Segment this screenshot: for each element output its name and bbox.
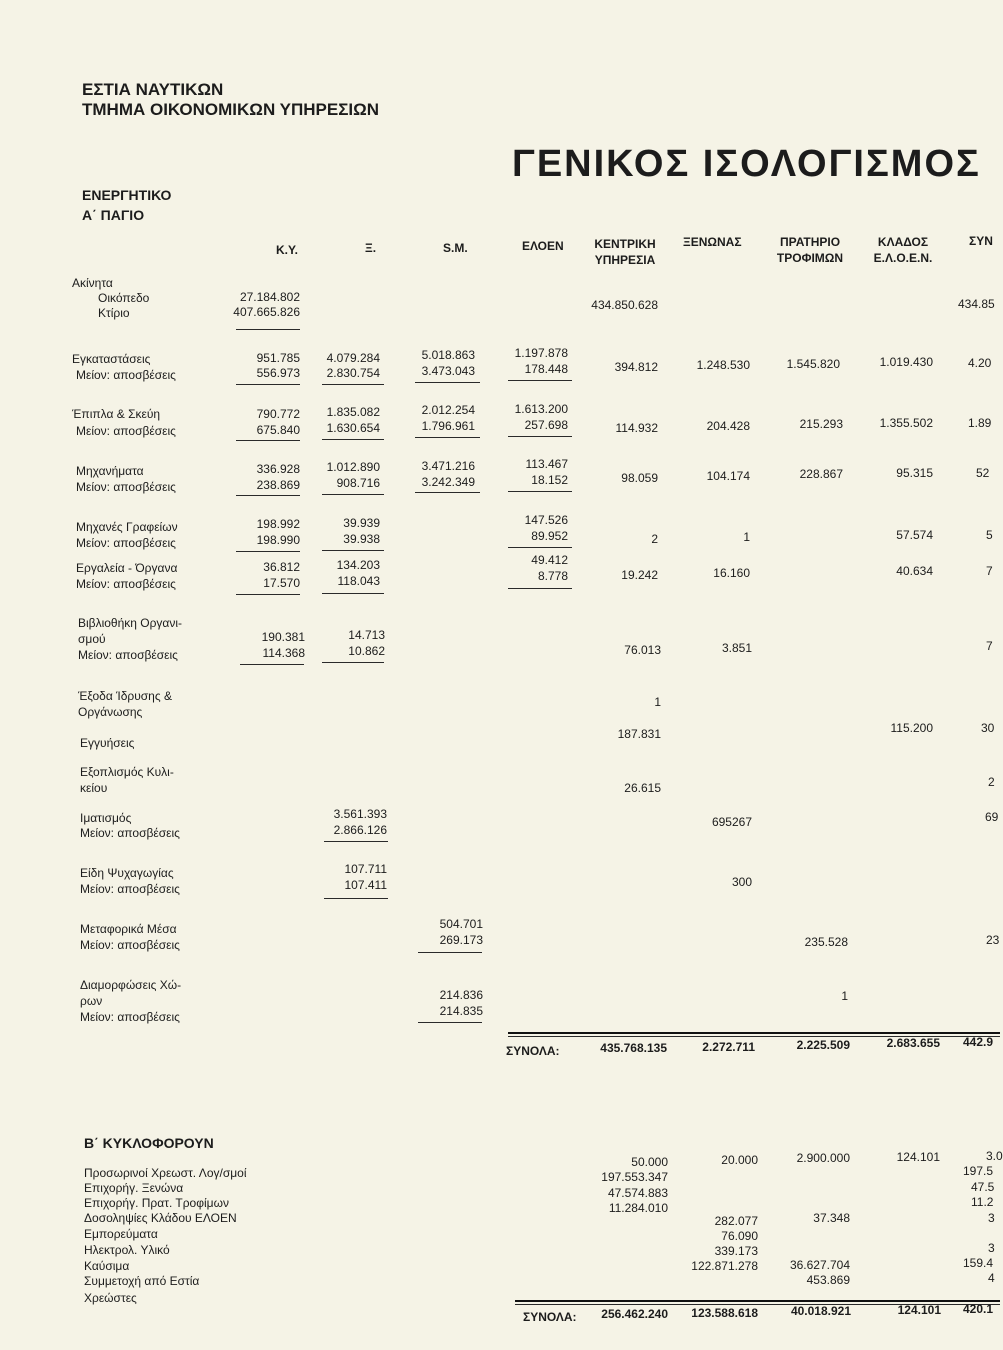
total-klados: 124.101 — [897, 1303, 941, 1317]
cell-kentriki: 26.615 — [624, 781, 661, 795]
total-pratirio: 40.018.921 — [790, 1304, 851, 1318]
current-label: Εμπορεύματα — [84, 1227, 158, 1241]
cell-eloen: 178.448 — [524, 362, 568, 376]
section-title: ΕΝΕΡΓΗΤΙΚΟ — [82, 187, 172, 203]
cell-xenonas: 339.173 — [714, 1244, 758, 1258]
cell-xi: 3.561.393 — [333, 807, 387, 821]
totals-label: ΣΥΝΟΛΑ: — [523, 1310, 577, 1324]
current-label: Καύσιμα — [84, 1259, 130, 1273]
current-label: Επιχορήγ. Ξενώνα — [84, 1181, 184, 1195]
cell-xenonas: 76.090 — [721, 1229, 758, 1243]
total-xenonas: 123.588.618 — [691, 1306, 758, 1320]
row-label-less: Μείον: αποσβέσεις — [76, 536, 176, 550]
cell-eloen: 8.778 — [537, 569, 568, 583]
cell-ky: 198.992 — [256, 517, 300, 531]
row-label-michanimata: Μηχανήματα — [76, 464, 144, 478]
cell-pratirio: 228.867 — [799, 467, 843, 481]
cell-sm: 214.835 — [439, 1004, 483, 1018]
cell-xenonas: 300 — [731, 875, 752, 889]
cell-syn: 197.5 — [963, 1164, 994, 1178]
row-label-exoda: Έξοδα Ίδρυσης & — [78, 689, 172, 703]
cell-sm: 1.796.961 — [421, 419, 475, 433]
cell-sm: 3.471.216 — [421, 459, 475, 473]
cell-syn: 52 — [976, 466, 990, 480]
cell-ky: 198.990 — [256, 533, 300, 547]
total-pratirio: 2.225.509 — [796, 1038, 850, 1052]
cell-xi: 10.862 — [348, 644, 385, 658]
cell-kentriki: 19.242 — [621, 568, 658, 582]
cell-xi: 107.411 — [344, 878, 387, 892]
row-label-less: Μείον: αποσβέσεις — [80, 938, 180, 952]
cell-syn: 5 — [986, 528, 993, 542]
cell-sm: 269.173 — [439, 933, 483, 947]
col-header-xi: Ξ. — [365, 241, 377, 255]
cell-xi: 4.079.284 — [326, 351, 380, 365]
cell-syn: 3 — [988, 1241, 995, 1255]
cell-sm: 2.012.254 — [421, 403, 475, 417]
subsection-title: Α΄ ΠΑΓΙΟ — [82, 207, 145, 223]
cell-syn: 4 — [988, 1271, 995, 1285]
cell-sm: 5.018.863 — [421, 348, 475, 362]
current-label: Χρεώστες — [84, 1291, 137, 1305]
row-label-less: Μείον: αποσβέσεις — [80, 826, 180, 840]
cell-klados: 124.101 — [896, 1150, 940, 1164]
row-label-psyxagogia: Είδη Ψυχαγωγίας — [80, 866, 174, 880]
row-label-diamorfoseis-2: ρων — [80, 994, 103, 1008]
cell-ky: 17.570 — [263, 576, 300, 590]
row-label-less: Μείον: αποσβέσεις — [76, 480, 176, 494]
cell-xenonas: 16.160 — [713, 566, 750, 580]
cell-syn: 7 — [986, 639, 993, 653]
cell-xenonas: 104.174 — [706, 469, 750, 483]
department-name: ΤΜΗΜΑ ΟΙΚΟΝΟΜΙΚΩΝ ΥΠΗΡΕΣΙΩΝ — [82, 100, 380, 119]
cell-xi: 1.012.890 — [326, 460, 380, 474]
cell-klados: 1.355.502 — [879, 416, 933, 430]
cell-kentriki: 1 — [654, 695, 661, 709]
col-header-pratirio: ΠΡΑΤΗΡΙΟ — [779, 235, 841, 249]
current-label: Δοσοληψίες Κλάδου ΕΛΟΕΝ — [84, 1211, 237, 1225]
cell-eloen: 49.412 — [531, 553, 568, 567]
cell-xenonas: 1 — [743, 530, 750, 544]
cell-kentriki: 114.932 — [615, 421, 658, 435]
total-syn: 420.1 — [963, 1302, 994, 1316]
cell-syn: 30 — [981, 721, 995, 735]
row-label-less: Μείον: αποσβέσεις — [80, 1010, 180, 1024]
cell-sm: 214.836 — [439, 988, 483, 1002]
row-label-vivliothiki: Βιβλιοθήκη Οργανι- — [78, 616, 183, 630]
cell-ky: 407.665.826 — [233, 305, 300, 319]
row-label-epipla: Έπιπλα & Σκεύη — [72, 407, 161, 421]
row-label-akinita: Ακίνητα — [72, 276, 113, 290]
row-label-less: Μείον: αποσβέσεις — [78, 648, 178, 662]
row-label-exoplismos: Εξοπλισμός Κυλι- — [80, 765, 174, 779]
cell-kentriki: 76.013 — [624, 643, 661, 657]
row-label-ktirio: Κτίριο — [98, 306, 130, 320]
col-header-sm: S.M. — [443, 241, 468, 255]
col-header-eloen: ΕΛΟΕΝ — [522, 239, 564, 253]
row-label-less: Μείον: αποσβέσεις — [80, 882, 180, 896]
current-label: Επιχορήγ. Πρατ. Τροφίμων — [84, 1196, 229, 1210]
row-label-michanes: Μηχανές Γραφείων — [76, 520, 178, 534]
cell-ky: 790.772 — [256, 407, 300, 421]
cell-xi: 2.866.126 — [333, 823, 387, 837]
cell-xi: 14.713 — [348, 628, 385, 642]
cell-eloen: 147.526 — [524, 513, 568, 527]
cell-sm: 504.701 — [439, 917, 483, 931]
cell-pratirio: 1.545.820 — [786, 357, 840, 371]
col-header-kentriki-2: ΥΠΗΡΕΣΙΑ — [594, 253, 656, 267]
col-header-klados: ΚΛΑΔΟΣ — [877, 235, 929, 249]
cell-kentriki: 434.850.628 — [591, 298, 658, 312]
cell-syn: 4.20 — [968, 356, 992, 370]
row-label-vivliothiki-2: σμού — [78, 632, 106, 646]
row-label-oikopedo: Οικόπεδο — [98, 291, 150, 305]
cell-pratirio: 37.348 — [813, 1211, 850, 1225]
row-label-exoda-2: Οργάνωσης — [78, 705, 143, 719]
cell-ky: 951.785 — [256, 351, 300, 365]
cell-xenonas: 282.077 — [714, 1214, 758, 1228]
cell-pratirio: 2.900.000 — [796, 1151, 850, 1165]
row-label-egkatastaseis: Εγκαταστάσεις — [72, 352, 151, 366]
col-header-klados-2: Ε.Λ.Ο.Ε.Ν. — [873, 251, 933, 265]
cell-xenonas: 3.851 — [721, 641, 752, 655]
cell-ky: 556.973 — [256, 366, 300, 380]
cell-eloen: 113.467 — [525, 457, 568, 471]
col-header-kentriki: ΚΕΝΤΡΙΚΗ — [594, 237, 656, 251]
cell-xi: 134.203 — [336, 558, 380, 572]
row-label-diamorfoseis: Διαμορφώσεις Χώ- — [80, 978, 182, 992]
cell-ky: 238.869 — [256, 478, 300, 492]
cell-kentriki: 47.574.883 — [607, 1186, 668, 1200]
row-label-less: Μείον: αποσβέσεις — [76, 424, 176, 438]
cell-syn: 23 — [986, 933, 1000, 947]
col-header-ky: Κ.Υ. — [276, 243, 299, 257]
cell-eloen: 257.698 — [524, 418, 568, 432]
cell-pratirio: 215.293 — [799, 417, 843, 431]
page-title: ΓΕΝΙΚΟΣ ΙΣΟΛΟΓΙΣΜΟΣ — [512, 143, 981, 185]
cell-sm: 3.473.043 — [421, 364, 475, 378]
cell-klados: 115.200 — [890, 721, 933, 735]
cell-ky: 336.928 — [256, 462, 300, 476]
total-kentriki: 256.462.240 — [601, 1307, 668, 1321]
row-label-imatismos: Ιματισμός — [80, 811, 132, 825]
cell-syn: 1.89 — [968, 416, 992, 430]
col-header-syn: ΣΥΝ — [969, 234, 993, 248]
cell-klados: 40.634 — [896, 564, 933, 578]
col-header-pratirio-2: ΤΡΟΦΙΜΩΝ — [776, 251, 844, 265]
total-xenonas: 2.272.711 — [702, 1040, 755, 1054]
cell-klados: 57.574 — [896, 528, 933, 542]
cell-kentriki: 2 — [651, 532, 658, 546]
cell-kentriki: 197.553.347 — [601, 1170, 668, 1184]
cell-kentriki: 98.059 — [621, 471, 658, 485]
row-label-engyiseis: Εγγυήσεις — [80, 736, 135, 750]
cell-kentriki: 11.284.010 — [608, 1201, 668, 1215]
cell-xenonas: 695267 — [711, 815, 752, 829]
cell-ky: 114.368 — [262, 646, 305, 660]
row-label-less: Μείον: αποσβέσεις — [76, 368, 176, 382]
cell-xenonas: 122.871.278 — [691, 1259, 758, 1273]
col-header-xenonas: ΞΕΝΩΝΑΣ — [683, 235, 742, 249]
cell-syn: 7 — [986, 564, 993, 578]
cell-klados: 95.315 — [896, 466, 933, 480]
cell-eloen: 1.613.200 — [514, 402, 568, 416]
cell-pratirio: 235.528 — [804, 935, 848, 949]
cell-syn: 3 — [988, 1211, 995, 1225]
cell-syn: 11.2 — [971, 1195, 994, 1209]
cell-pratirio: 453.869 — [806, 1273, 850, 1287]
cell-sm: 3.242.349 — [421, 475, 475, 489]
current-label: Προσωρινοί Χρεωστ. Λογ/σμοί — [84, 1166, 247, 1180]
row-label-less: Μείον: αποσβέσεις — [76, 577, 176, 591]
row-label-exoplismos-2: κείου — [80, 781, 108, 795]
org-name: ΕΣΤΙΑ ΝΑΥΤΙΚΩΝ — [82, 80, 224, 99]
cell-syn: 2 — [988, 775, 995, 789]
cell-ky: 27.184.802 — [239, 290, 300, 304]
cell-xenonas: 20.000 — [721, 1153, 758, 1167]
cell-eloen: 18.152 — [531, 473, 568, 487]
cell-syn: 69 — [985, 810, 999, 824]
total-klados: 2.683.655 — [886, 1036, 940, 1050]
cell-syn: 3.0 — [986, 1149, 1003, 1163]
cell-xi: 1.835.082 — [326, 405, 380, 419]
current-label: Ηλεκτρολ. Υλικό — [84, 1243, 170, 1257]
cell-syn: 159.4 — [963, 1256, 994, 1270]
row-label-ergaleia: Εργαλεία - Όργανα — [76, 561, 178, 575]
current-assets-title: Β΄ ΚΥΚΛΟΦΟΡΟΥΝ — [84, 1135, 214, 1151]
cell-kentriki: 50.000 — [631, 1155, 668, 1169]
total-syn: 442.9 — [963, 1035, 994, 1049]
cell-pratirio: 36.627.704 — [789, 1258, 850, 1272]
totals-label: ΣΥΝΟΛΑ: — [506, 1044, 560, 1058]
cell-xi: 107.711 — [344, 862, 387, 876]
cell-ky: 190.381 — [261, 630, 305, 644]
cell-xi: 39.939 — [343, 516, 380, 530]
cell-xi: 1.630.654 — [326, 421, 380, 435]
cell-kentriki: 394.812 — [614, 360, 658, 374]
cell-eloen: 1.197.878 — [514, 346, 568, 360]
cell-eloen: 89.952 — [531, 529, 568, 543]
cell-xi: 2.830.754 — [326, 366, 380, 380]
cell-xi: 39.938 — [343, 532, 380, 546]
cell-xenonas: 1.248.530 — [696, 358, 750, 372]
cell-xi: 118.043 — [337, 574, 380, 588]
cell-pratirio: 1 — [841, 989, 848, 1003]
row-label-metaforika: Μεταφορικά Μέσα — [80, 922, 177, 936]
cell-xi: 908.716 — [336, 476, 380, 490]
cell-kentriki: 187.831 — [617, 727, 661, 741]
current-label: Συμμετοχή από Εστία — [84, 1274, 200, 1288]
cell-xenonas: 204.428 — [706, 419, 750, 433]
cell-ky: 675.840 — [256, 423, 300, 437]
cell-klados: 1.019.430 — [879, 355, 933, 369]
cell-ky: 36.812 — [263, 560, 300, 574]
cell-syn: 47.5 — [971, 1180, 995, 1194]
cell-syn: 434.85 — [958, 297, 995, 311]
total-kentriki: 435.768.135 — [600, 1041, 667, 1055]
